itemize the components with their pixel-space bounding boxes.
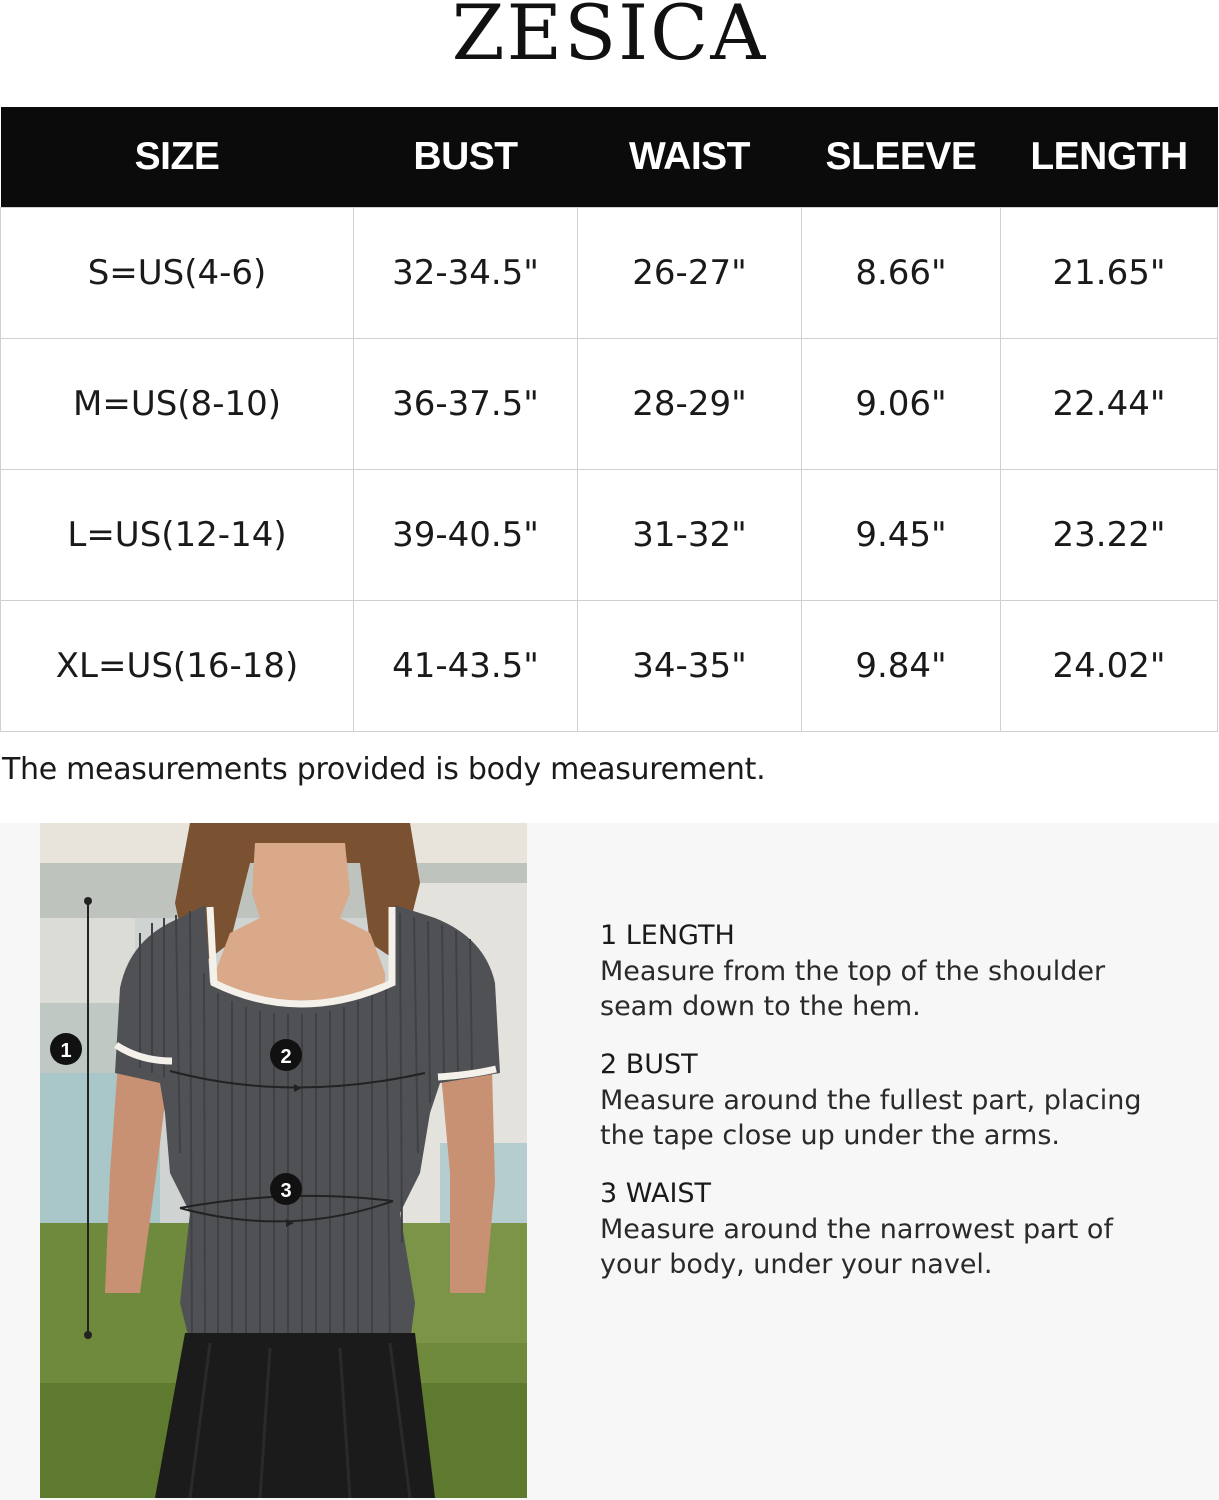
cell-bust: 39-40.5" <box>354 470 578 601</box>
header-waist: WAIST <box>578 107 802 208</box>
brand-logo: ZESICA <box>451 0 768 77</box>
cell-waist: 34-35" <box>578 601 802 732</box>
table-row <box>1 601 1218 732</box>
step-description-line: Measure around the narrowest part of <box>600 1214 1113 1245</box>
cell-length: 22.44" <box>1001 339 1218 470</box>
cell-sleeve: 9.45" <box>802 470 1001 601</box>
length-measure-end <box>84 1331 92 1339</box>
cell-length: 21.65" <box>1001 208 1218 339</box>
cell-bust: 32-34.5" <box>354 208 578 339</box>
measurement-instructions <box>600 918 1200 1305</box>
cell-size: S=US(4-6) <box>1 208 354 339</box>
cell-length: 24.02" <box>1001 601 1218 732</box>
step-description-line: seam down to the hem. <box>600 991 921 1022</box>
step-length <box>600 918 1200 1024</box>
length-measure-end <box>84 897 92 905</box>
cell-sleeve: 8.66" <box>802 208 1001 339</box>
marker-3-label: 3 <box>280 1180 292 1202</box>
measurement-note: The measurements provided is body measurement. <box>2 752 766 787</box>
cell-sleeve: 9.84" <box>802 601 1001 732</box>
cell-waist: 31-32" <box>578 470 802 601</box>
step-bust <box>600 1047 1200 1153</box>
header-sleeve: SLEEVE <box>802 107 1001 208</box>
header-size: SIZE <box>1 107 354 208</box>
cell-waist: 26-27" <box>578 208 802 339</box>
step-title: 1 LENGTH <box>600 920 735 951</box>
header-bust: BUST <box>354 107 578 208</box>
marker-2-label: 2 <box>280 1046 292 1068</box>
marker-1-label: 1 <box>60 1040 72 1062</box>
step-title: 2 BUST <box>600 1049 698 1080</box>
cell-size: XL=US(16-18) <box>1 601 354 732</box>
table-header-row <box>1 107 1218 208</box>
header-length: LENGTH <box>1001 107 1218 208</box>
step-title: 3 WAIST <box>600 1178 712 1209</box>
table-row <box>1 470 1218 601</box>
cell-size: M=US(8-10) <box>1 339 354 470</box>
model-photo <box>40 823 527 1498</box>
step-description-line: Measure from the top of the shoulder <box>600 956 1106 987</box>
size-chart-table <box>0 107 1218 732</box>
cell-sleeve: 9.06" <box>802 339 1001 470</box>
cell-bust: 36-37.5" <box>354 339 578 470</box>
step-waist <box>600 1176 1200 1282</box>
cell-size: L=US(12-14) <box>1 470 354 601</box>
cell-length: 23.22" <box>1001 470 1218 601</box>
step-description-line: your body, under your navel. <box>600 1249 993 1280</box>
cell-bust: 41-43.5" <box>354 601 578 732</box>
step-description-line: the tape close up under the arms. <box>600 1120 1060 1151</box>
cell-waist: 28-29" <box>578 339 802 470</box>
table-row <box>1 339 1218 470</box>
step-description-line: Measure around the fullest part, placing <box>600 1085 1142 1116</box>
table-row <box>1 208 1218 339</box>
